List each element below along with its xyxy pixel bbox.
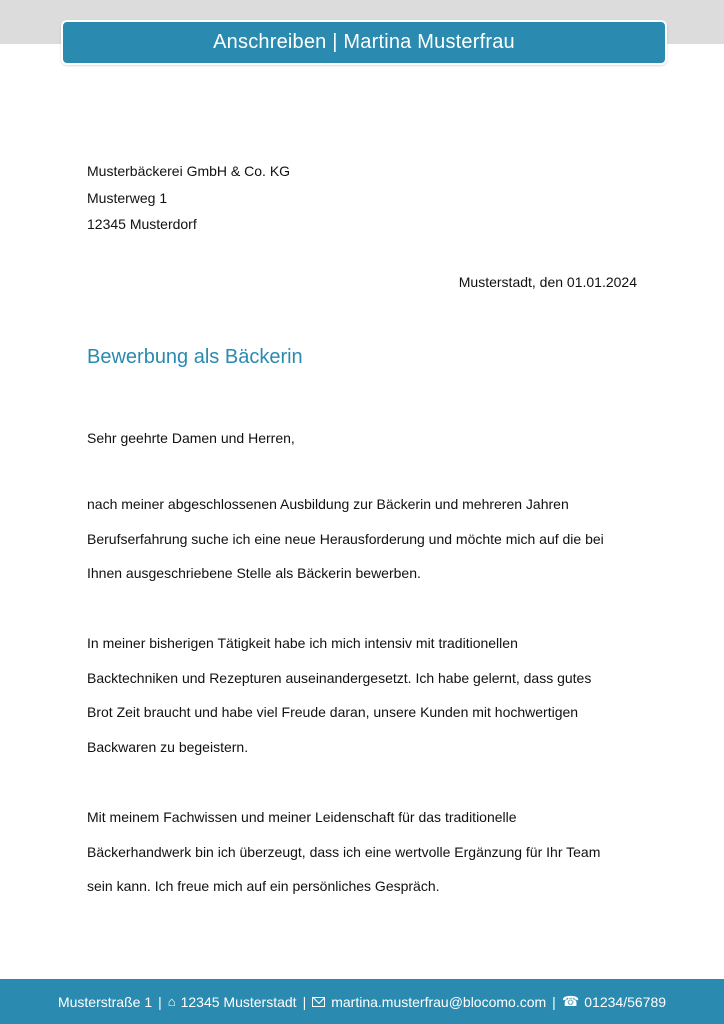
page-title: Anschreiben | Martina Musterfrau	[213, 31, 515, 53]
footer-separator: |	[158, 993, 162, 1010]
paragraph-line: Bäckerhandwerk bin ich überzeugt, dass ich eine wertvolle Ergänzung für Ihr Team	[87, 843, 601, 860]
recipient-address	[87, 158, 290, 238]
footer-separator: |	[302, 993, 307, 1010]
house-icon: ⌂	[167, 994, 176, 1009]
paragraph-line: sein kann. Ich freue mich auf ein persönliches Gespräch.	[87, 878, 440, 895]
footer-phone: 01234/56789	[584, 993, 667, 1010]
footer-street: Musterstraße 1	[57, 993, 153, 1010]
body-paragraph	[87, 800, 647, 904]
recipient-street: Musterweg 1	[87, 189, 168, 206]
recipient-city: 12345 Musterdorf	[87, 216, 197, 232]
footer-contact-bar	[0, 979, 724, 1024]
body-paragraph	[87, 626, 647, 765]
footer-email: martina.musterfrau@blocomo.com	[331, 993, 547, 1010]
header-banner	[61, 20, 667, 65]
salutation: Sehr geehrte Damen und Herren,	[87, 430, 295, 446]
phone-icon: ☎	[561, 993, 580, 1009]
body-paragraph	[87, 487, 647, 591]
date-line: Musterstadt, den 01.01.2024	[458, 274, 637, 290]
paragraph-line: Ihnen ausgeschriebene Stelle als Bäckerin bewerben.	[87, 565, 421, 582]
footer-city: 12345 Musterstadt	[180, 993, 297, 1010]
recipient-company: Musterbäckerei GmbH & Co. KG	[87, 163, 291, 179]
paragraph-line: nach meiner abgeschlossenen Ausbildung zur Bäckerin und mehreren Jahren	[87, 496, 569, 512]
mail-icon	[312, 997, 325, 1007]
footer-separator: |	[552, 993, 556, 1010]
subject-heading: Bewerbung als Bäckerin	[87, 346, 303, 368]
paragraph-line: Backtechniken und Rezepturen auseinandergesetzt. Ich habe gelernt, dass gutes	[87, 669, 592, 686]
paragraph-line: Berufserfahrung suche ich eine neue Herausforderung und möchte mich auf die bei	[87, 530, 604, 547]
paragraph-line: Backwaren zu begeistern.	[87, 739, 249, 756]
paragraph-line: Brot Zeit braucht und habe viel Freude daran, unsere Kunden mit hochwertigen	[87, 704, 579, 721]
paragraph-line: Mit meinem Fachwissen und meiner Leidenschaft für das traditionelle	[87, 809, 517, 825]
paragraph-line: In meiner bisherigen Tätigkeit habe ich mich intensiv mit traditionellen	[87, 635, 518, 651]
